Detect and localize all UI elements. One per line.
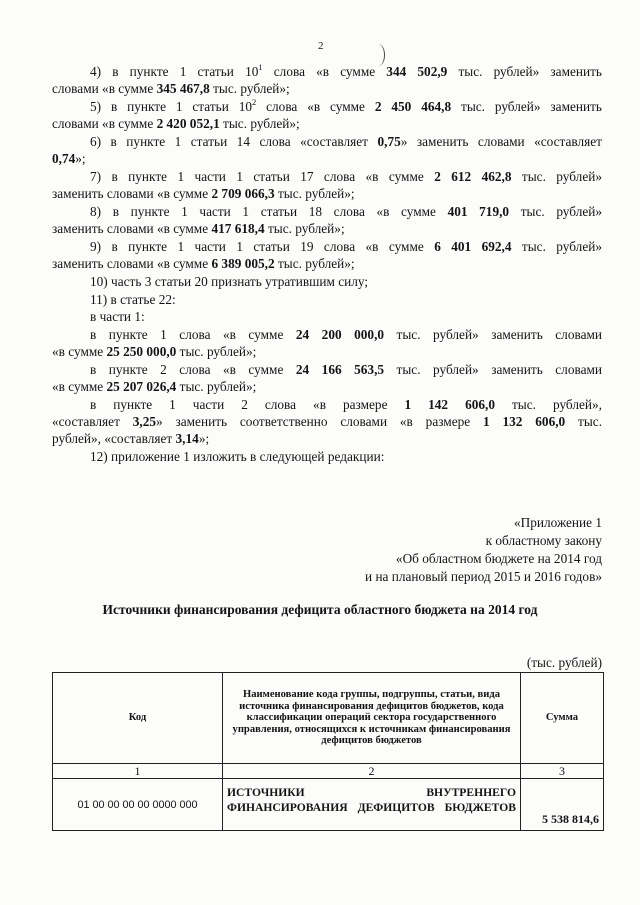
header-name: Наименование кода группы, подгруппы, статьи, вида источника финансирования дефицитов бюджетов, кода классификации операций сектора государственного управления, относящихся к источникам финансирования дефицитов бюджетов xyxy=(223,673,521,764)
appendix-ref-line-4: и на плановый период 2015 и 2016 годов» xyxy=(365,569,602,584)
item-11-point-2-line-1: в пункте 2 слова «в сумме 24 166 563,5 тыс. рублей» заменить словами xyxy=(90,362,603,377)
item-11-point-1-line-1: в пункте 1 слова «в сумме 24 200 000,0 тыс. рублей» заменить словами xyxy=(90,327,603,342)
item-7-line-2: заменить словами «в сумме 2 709 066,3 тыс. рублей»; xyxy=(52,186,355,201)
appendix-ref-line-3: «Об областном бюджете на 2014 год xyxy=(395,551,602,566)
item-8-line-1: 8) в пункте 1 части 1 статьи 18 слова «в сумме 401 719,0 тыс. рублей» xyxy=(90,204,602,219)
item-9-line-1: 9) в пункте 1 части 1 статьи 19 слова «в сумме 6 401 692,4 тыс. рублей» xyxy=(90,239,602,254)
item-6-line-2: 0,74»; xyxy=(52,151,86,166)
item-4-line-1: 4) в пункте 1 статьи $10^1$ слова «в сумме 344 502,9 тыс. рублей» заменить xyxy=(90,61,602,79)
sources-table xyxy=(52,672,604,831)
item-11-point-1-line-2: «в сумме 25 250 000,0 тыс. рублей»; xyxy=(52,344,257,359)
item-11: 11) в статье 22: xyxy=(90,292,176,307)
item-10: 10) часть 3 статьи 20 признать утратившим силу; xyxy=(90,274,369,289)
column-number: 2 xyxy=(223,764,521,779)
item-11-part-2-line-1: в пункте 1 части 2 слова «в размере 1 142 606,0 тыс. рублей», xyxy=(90,397,602,412)
item-11-part-2-line-2: «составляет 3,25» заменить соответственно словами «в размере 1 132 606,0 тыс. xyxy=(52,414,603,429)
item-5-line-1: 5) в пункте 1 статьи $10^2$ слова «в сумме 2 450 464,8 тыс. рублей» заменить xyxy=(90,96,602,114)
item-11-part-1: в части 1: xyxy=(90,309,145,324)
page-number: 2 xyxy=(318,40,324,52)
item-11-part-2-line-3: рублей», «составляет 3,14»; xyxy=(52,431,210,446)
row-sum: 5 538 814,6 xyxy=(542,812,599,826)
item-9-line-2: заменить словами «в сумме 6 389 005,2 тыс. рублей»; xyxy=(52,256,355,271)
header-code: Код xyxy=(53,673,223,764)
units-label: (тыс. рублей) xyxy=(526,655,602,670)
document-title: Источники финансирования дефицита областного бюджета на 2014 год xyxy=(102,602,538,617)
item-8-line-2: заменить словами «в сумме 417 618,4 тыс. рублей»; xyxy=(52,221,345,236)
item-5-line-2: словами «в сумме 2 420 052,1 тыс. рублей»; xyxy=(52,116,300,131)
item-6-line-1: 6) в пункте 1 статьи 14 слова «составляет 0,75» заменить словами «составляет xyxy=(90,134,602,149)
handwritten-mark xyxy=(372,44,385,66)
column-number: 1 xyxy=(53,764,223,779)
column-number: 3 xyxy=(521,764,603,779)
appendix-ref-line-1: «Приложение 1 xyxy=(514,515,602,530)
row-code: 01 00 00 00 00 0000 000 xyxy=(53,779,223,830)
item-7-line-1: 7) в пункте 1 части 1 статьи 17 слова «в сумме 2 612 462,8 тыс. рублей» xyxy=(90,169,602,184)
item-11-point-2-line-2: «в сумме 25 207 026,4 тыс. рублей»; xyxy=(52,379,257,394)
row-name: ИСТОЧНИКИ ВНУТРЕННЕГО ФИНАНСИРОВАНИЯ ДЕФИЦИТОВ БЮДЖЕТОВ xyxy=(223,779,521,830)
header-sum: Сумма xyxy=(521,673,603,764)
item-12: 12) приложение 1 изложить в следующей редакции: xyxy=(90,449,385,464)
item-4-line-2: словами «в сумме 345 467,8 тыс. рублей»; xyxy=(52,81,290,96)
appendix-ref-line-2: к областному закону xyxy=(485,533,602,548)
